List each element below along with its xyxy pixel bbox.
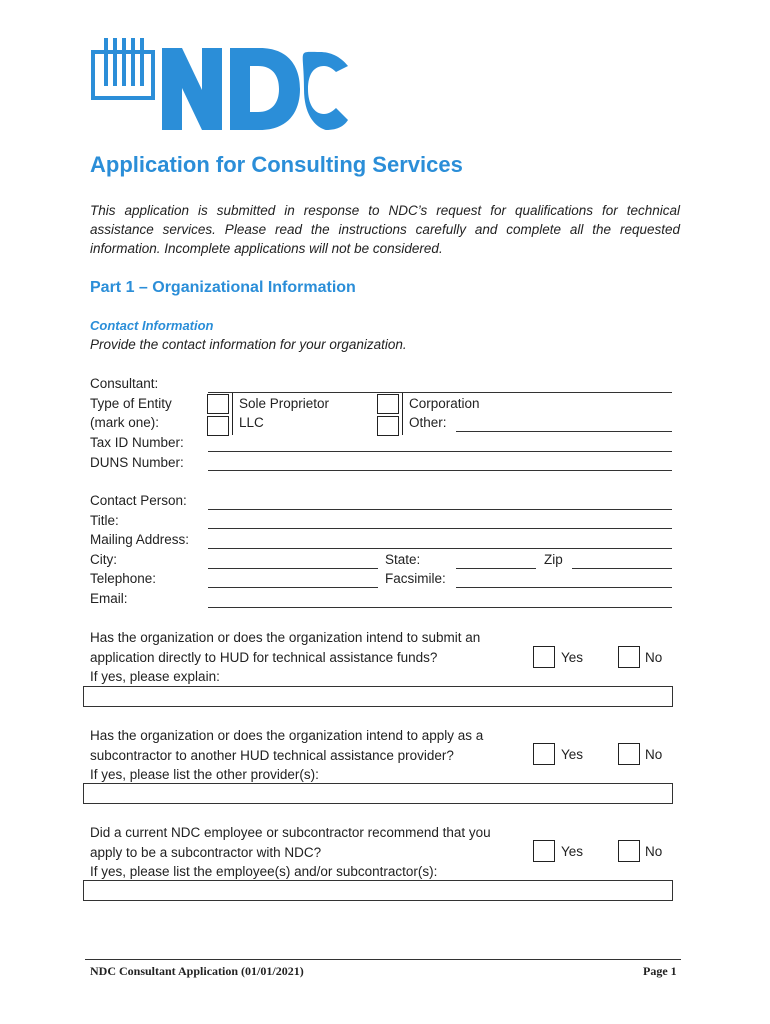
label-facsimile: Facsimile:	[385, 571, 446, 586]
duns-field[interactable]	[208, 470, 672, 471]
question-3-followup: If yes, please list the employee(s) and/or subcontractor(s):	[90, 864, 438, 879]
sole-proprietor-checkbox[interactable]	[207, 394, 229, 414]
question-3-text: Did a current NDC employee or subcontractor recommend that you apply to be a subcontractor with NDC?	[90, 825, 491, 860]
ndc-logo	[90, 36, 352, 134]
label-state: State:	[385, 552, 421, 567]
question-1-yes-checkbox[interactable]	[533, 646, 555, 668]
city-field[interactable]	[208, 568, 378, 569]
option-sole-proprietor: Sole Proprietor	[239, 396, 330, 411]
label-consultant: Consultant:	[90, 376, 159, 391]
page-title: Application for Consulting Services	[90, 152, 463, 177]
telephone-field[interactable]	[208, 587, 378, 588]
question-1-answer-box[interactable]	[83, 686, 673, 707]
corporation-checkbox[interactable]	[377, 394, 399, 414]
state-field[interactable]	[456, 568, 536, 569]
mailing-address-field[interactable]	[208, 548, 672, 549]
question-2-text: Has the organization or does the organization intend to apply as a subcontractor to another HUD technical assistance provider?	[90, 728, 484, 763]
option-corporation: Corporation	[409, 396, 480, 411]
footer-left: NDC Consultant Application (01/01/2021)	[90, 964, 304, 978]
page-number: Page 1	[643, 964, 677, 978]
consultant-field[interactable]	[208, 392, 672, 393]
part1-heading: Part 1 – Organizational Information	[90, 279, 356, 296]
contact-info-description: Provide the contact information for your organization.	[90, 337, 407, 352]
question-2-answer-box[interactable]	[83, 783, 673, 804]
option-llc: LLC	[239, 415, 264, 430]
intro-paragraph: This application is submitted in response to NDC’s request for qualifications for technical assistance services. Please read the instructions carefully and complete all the requested information. Incomplete applications will not be considered.	[90, 203, 680, 256]
zip-field[interactable]	[572, 568, 672, 569]
llc-checkbox[interactable]	[207, 416, 229, 436]
contact-person-field[interactable]	[208, 509, 672, 510]
question-1-no-label: No	[645, 650, 663, 665]
label-email: Email:	[90, 591, 128, 606]
question-2-followup: If yes, please list the other provider(s):	[90, 767, 319, 782]
other-checkbox[interactable]	[377, 416, 399, 436]
tax-id-field[interactable]	[208, 451, 672, 452]
question-2-yes-checkbox[interactable]	[533, 743, 555, 765]
question-1-text: Has the organization or does the organization intend to submit an application directly to HUD for technical assistance funds?	[90, 630, 481, 665]
facsimile-field[interactable]	[456, 587, 672, 588]
email-field[interactable]	[208, 607, 672, 608]
question-2-yes-label: Yes	[561, 747, 584, 762]
question-2-no-checkbox[interactable]	[618, 743, 640, 765]
label-mark-one: (mark one):	[90, 415, 160, 430]
label-duns: DUNS Number:	[90, 455, 184, 470]
label-mailing-address: Mailing Address:	[90, 532, 190, 547]
question-1-yes-label: Yes	[561, 650, 584, 665]
label-tax-id: Tax ID Number:	[90, 435, 184, 450]
logo-mark-icon	[90, 36, 352, 134]
label-type-of-entity: Type of Entity	[90, 396, 172, 411]
question-2-no-label: No	[645, 747, 663, 762]
option-other: Other:	[409, 415, 447, 430]
entity-divider	[232, 393, 233, 435]
label-title: Title:	[90, 513, 119, 528]
other-entity-field[interactable]	[456, 431, 672, 432]
question-3-yes-label: Yes	[561, 844, 584, 859]
label-city: City:	[90, 552, 117, 567]
title-field[interactable]	[208, 528, 672, 529]
label-contact-person: Contact Person:	[90, 493, 187, 508]
question-3-no-checkbox[interactable]	[618, 840, 640, 862]
question-1-followup: If yes, please explain:	[90, 669, 220, 684]
footer-divider	[85, 959, 681, 960]
label-telephone: Telephone:	[90, 571, 157, 586]
question-3-no-label: No	[645, 844, 663, 859]
entity-divider-2	[402, 393, 403, 435]
label-zip: Zip	[544, 552, 563, 567]
question-3-answer-box[interactable]	[83, 880, 673, 901]
contact-info-subheading: Contact Information	[90, 318, 214, 333]
question-1-no-checkbox[interactable]	[618, 646, 640, 668]
question-3-yes-checkbox[interactable]	[533, 840, 555, 862]
